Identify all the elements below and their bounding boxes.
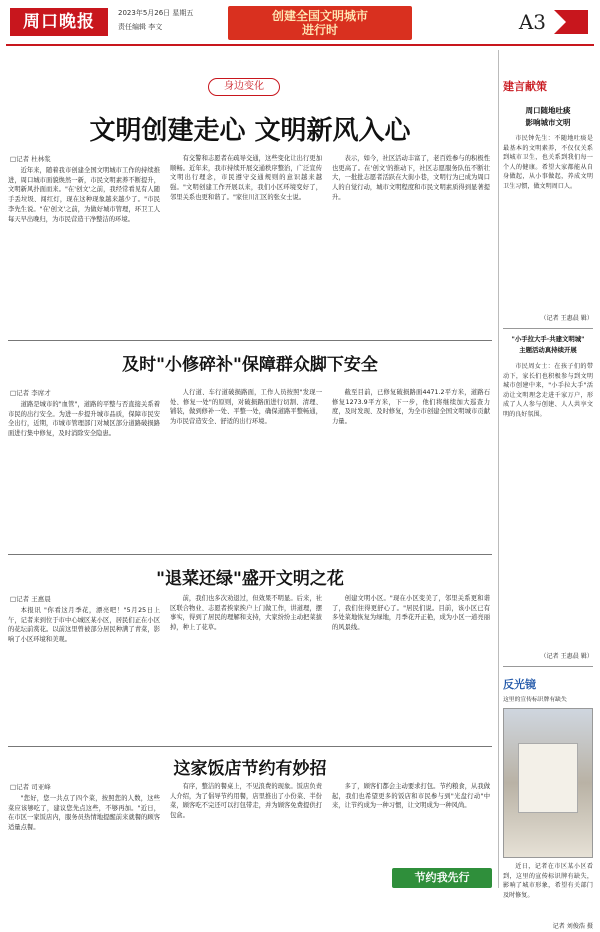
section-kicker: 身边变化 [208,78,280,96]
sidebar-tag-suggestions: 建言献策 [503,80,547,93]
sidebar-text-1: 市民钟先生：不随地吐痰是最基本的文明素养，不仅仅关系到城市卫生，也关系到我们每一个人的健康。希望大家都能从自身做起，从小事做起，养成文明卫生习惯，做文明周口人。 [503,135,593,190]
article2-column-2: 人行道、车行道破损路面，工作人员按照"发现一处、修复一处"的原则，对破损路面进行切割、清理、铺装，做到修补一处、平整一处，确保道路平整畅通，为市民营造安全、舒适的出行环境。 [170,389,322,426]
article4-headline: 这家饭店节约有妙招 [173,759,327,779]
signboard-photo [503,708,593,858]
slogan-box: 节约我先行 [392,868,492,888]
article4-column-3: 多了，顾客们都会主动要求打包。节约粮食，从我做起，我们也希望更多的饭店和市民参与到"光盘行动"中来，让节约成为一种习惯，让文明成为一种风尚。 [332,783,490,810]
sidebar-title-1a: 周口随地吐痰 [525,106,571,115]
divider [8,554,492,555]
sidebar-tag-mirror: 反光镜 [503,678,536,691]
header-rule [6,44,594,46]
main-column [8,50,492,888]
sidebar-signed-3: 记者 刘俊浩 摄 [552,923,593,930]
article2-headline: 及时"小修碎补"保障群众脚下安全 [122,355,378,375]
article4-column-1: "您好，您一共点了四个菜，按照您的人数，这些菜应该够吃了，建议您先点这些，不够再加。"近日，在市区一家饭店内，服务员热情地提醒前来就餐的顾客适量点餐。 [8,795,160,832]
article4-byline: □记者 司亚峰 [10,783,51,791]
article3-headline: "退菜还绿"盛开文明之花 [156,569,344,589]
article3-column-1: 本报讯 "你看这月季花，漂亮吧！"5月25日上午，记者来到位于市中心城区某小区，居民们正在小区的花坛前赏花。以前这里曾被部分居民种满了青菜，影响了小区环境和美观。 [8,607,160,644]
masthead [6,4,594,44]
divider [8,340,492,341]
signboard-paper [518,743,578,813]
article2-column-1: 道路是城市的"血管"，道路的平整与否直接关系着市民的出行安全。为进一步提升城市品质，保障市民安全出行，近期，市城市管理部门对城区部分道路破损路面进行集中修复，及时消除安全隐患。 [8,401,160,438]
page-number: A3 [518,10,546,34]
article3-column-2: 前，我们也多次劝退过，但效果不明显。后来，社区联合物业、志愿者挨家挨户上门做工作，讲道理，摆事实，得到了居民的理解和支持，大家纷纷主动把菜拔掉，种上了花草。 [170,595,322,632]
banner-line-2: 进行时 [301,23,338,37]
article2-byline: □记者 李席才 [10,389,51,397]
article3-column-3: 创建文明小区。"现在小区变美了，邻里关系更和谐了，我们住得更舒心了。"居民们说。目前，该小区已有多处菜地恢复为绿地，月季花开正艳，成为小区一道亮丽的风景线。 [332,595,490,632]
sidebar-text-3: 近日，记者在市区某小区看到，这里的宣传标识牌有缺失，影响了城市形象，希望有关部门及时修复。 [503,863,593,899]
article1-byline: □记者 杜林浆 [10,155,51,163]
article4-column-2: 有序，整洁的餐桌上，不见浪费的现象。饭店负责人介绍，为了倡导节约用餐，店里推出了小份菜、半份菜，顾客吃不完还可以打包带走，并为顾客免费提供打包盒。 [170,783,322,820]
sidebar-title-1b: 影响城市文明 [525,118,571,127]
responsible-editor: 责任编辑 李文 [118,23,163,31]
campaign-banner [228,6,412,40]
sidebar-title-2a: "小手拉大手·共建文明城" [511,335,585,343]
sidebar-photo-caption: 这里的宣传标识牌有缺失 [503,697,567,703]
newspaper-logo: 周口晚报 [10,8,108,36]
article1-column-1: 近年来，随着我市创建全国文明城市工作的持续推进，周口城市面貌焕然一新，市民文明素养不断提升，文明新风扑面而来。"在'创文'之前，我经常看见有人随手丢垃圾、闯红灯，现在这种现象越来越少了。"市民李先生说。"在'创文'之前，为做好城市管理，环卫工人每天早出晚归，为市民营造干净整洁的环境。 [8,167,160,223]
sidebar-divider [503,666,593,667]
page-corner-icon [554,10,588,34]
article2-column-3: 截至目前，已修复破损路面4471.2平方米，道路石修复1273.9平方米，下一步，他们将继续加大巡查力度，及时发现、及时修复，为全市创建全国文明城市贡献力量。 [332,389,490,426]
sidebar-divider [503,328,593,329]
sidebar [498,50,594,930]
sidebar-signed-2: （记者 王惠晨 辑） [540,653,593,660]
article1-column-3: 表示，如今，社区活动丰富了，老百姓参与的积极性也更高了。在'创文'的推动下，社区志愿服务队伍不断壮大，一批批志愿者活跃在大街小巷，文明行为已成为周口人的自觉行动，城市文明程度和市民文明素质得到显著提升。 [332,155,490,201]
article3-byline: □记者 王惠晨 [10,595,51,603]
article1-column-2: 有交警和志愿者在疏导交通，这些变化让出行更加顺畅。近年来，我市持续开展交通秩序整治，广泛宣传文明出行理念，市民遵守交通规则的意识越来越强。"文明创建工作开展以来，我们小区环境变好了，邻里关系也更和谐了。"家住川汇区的张女士说。 [170,155,322,201]
sidebar-signed-1: （记者 王惠晨 辑） [540,315,593,322]
banner-line-1: 创建全国文明城市 [271,9,368,23]
sidebar-text-2: 市民周女士：在孩子们的带动下，家长们也积极参与到文明城市创建中来，"小手拉大手"活动让文明理念走进千家万户，形成了人人参与创建、人人共享文明的良好氛围。 [503,363,593,418]
sidebar-title-2b: 主题活动真持续开展 [519,346,577,354]
article1-headline: 文明创建走心 文明新风入心 [89,116,411,146]
issue-date: 2023年5月26日 星期五 [118,9,194,17]
divider [8,746,492,747]
